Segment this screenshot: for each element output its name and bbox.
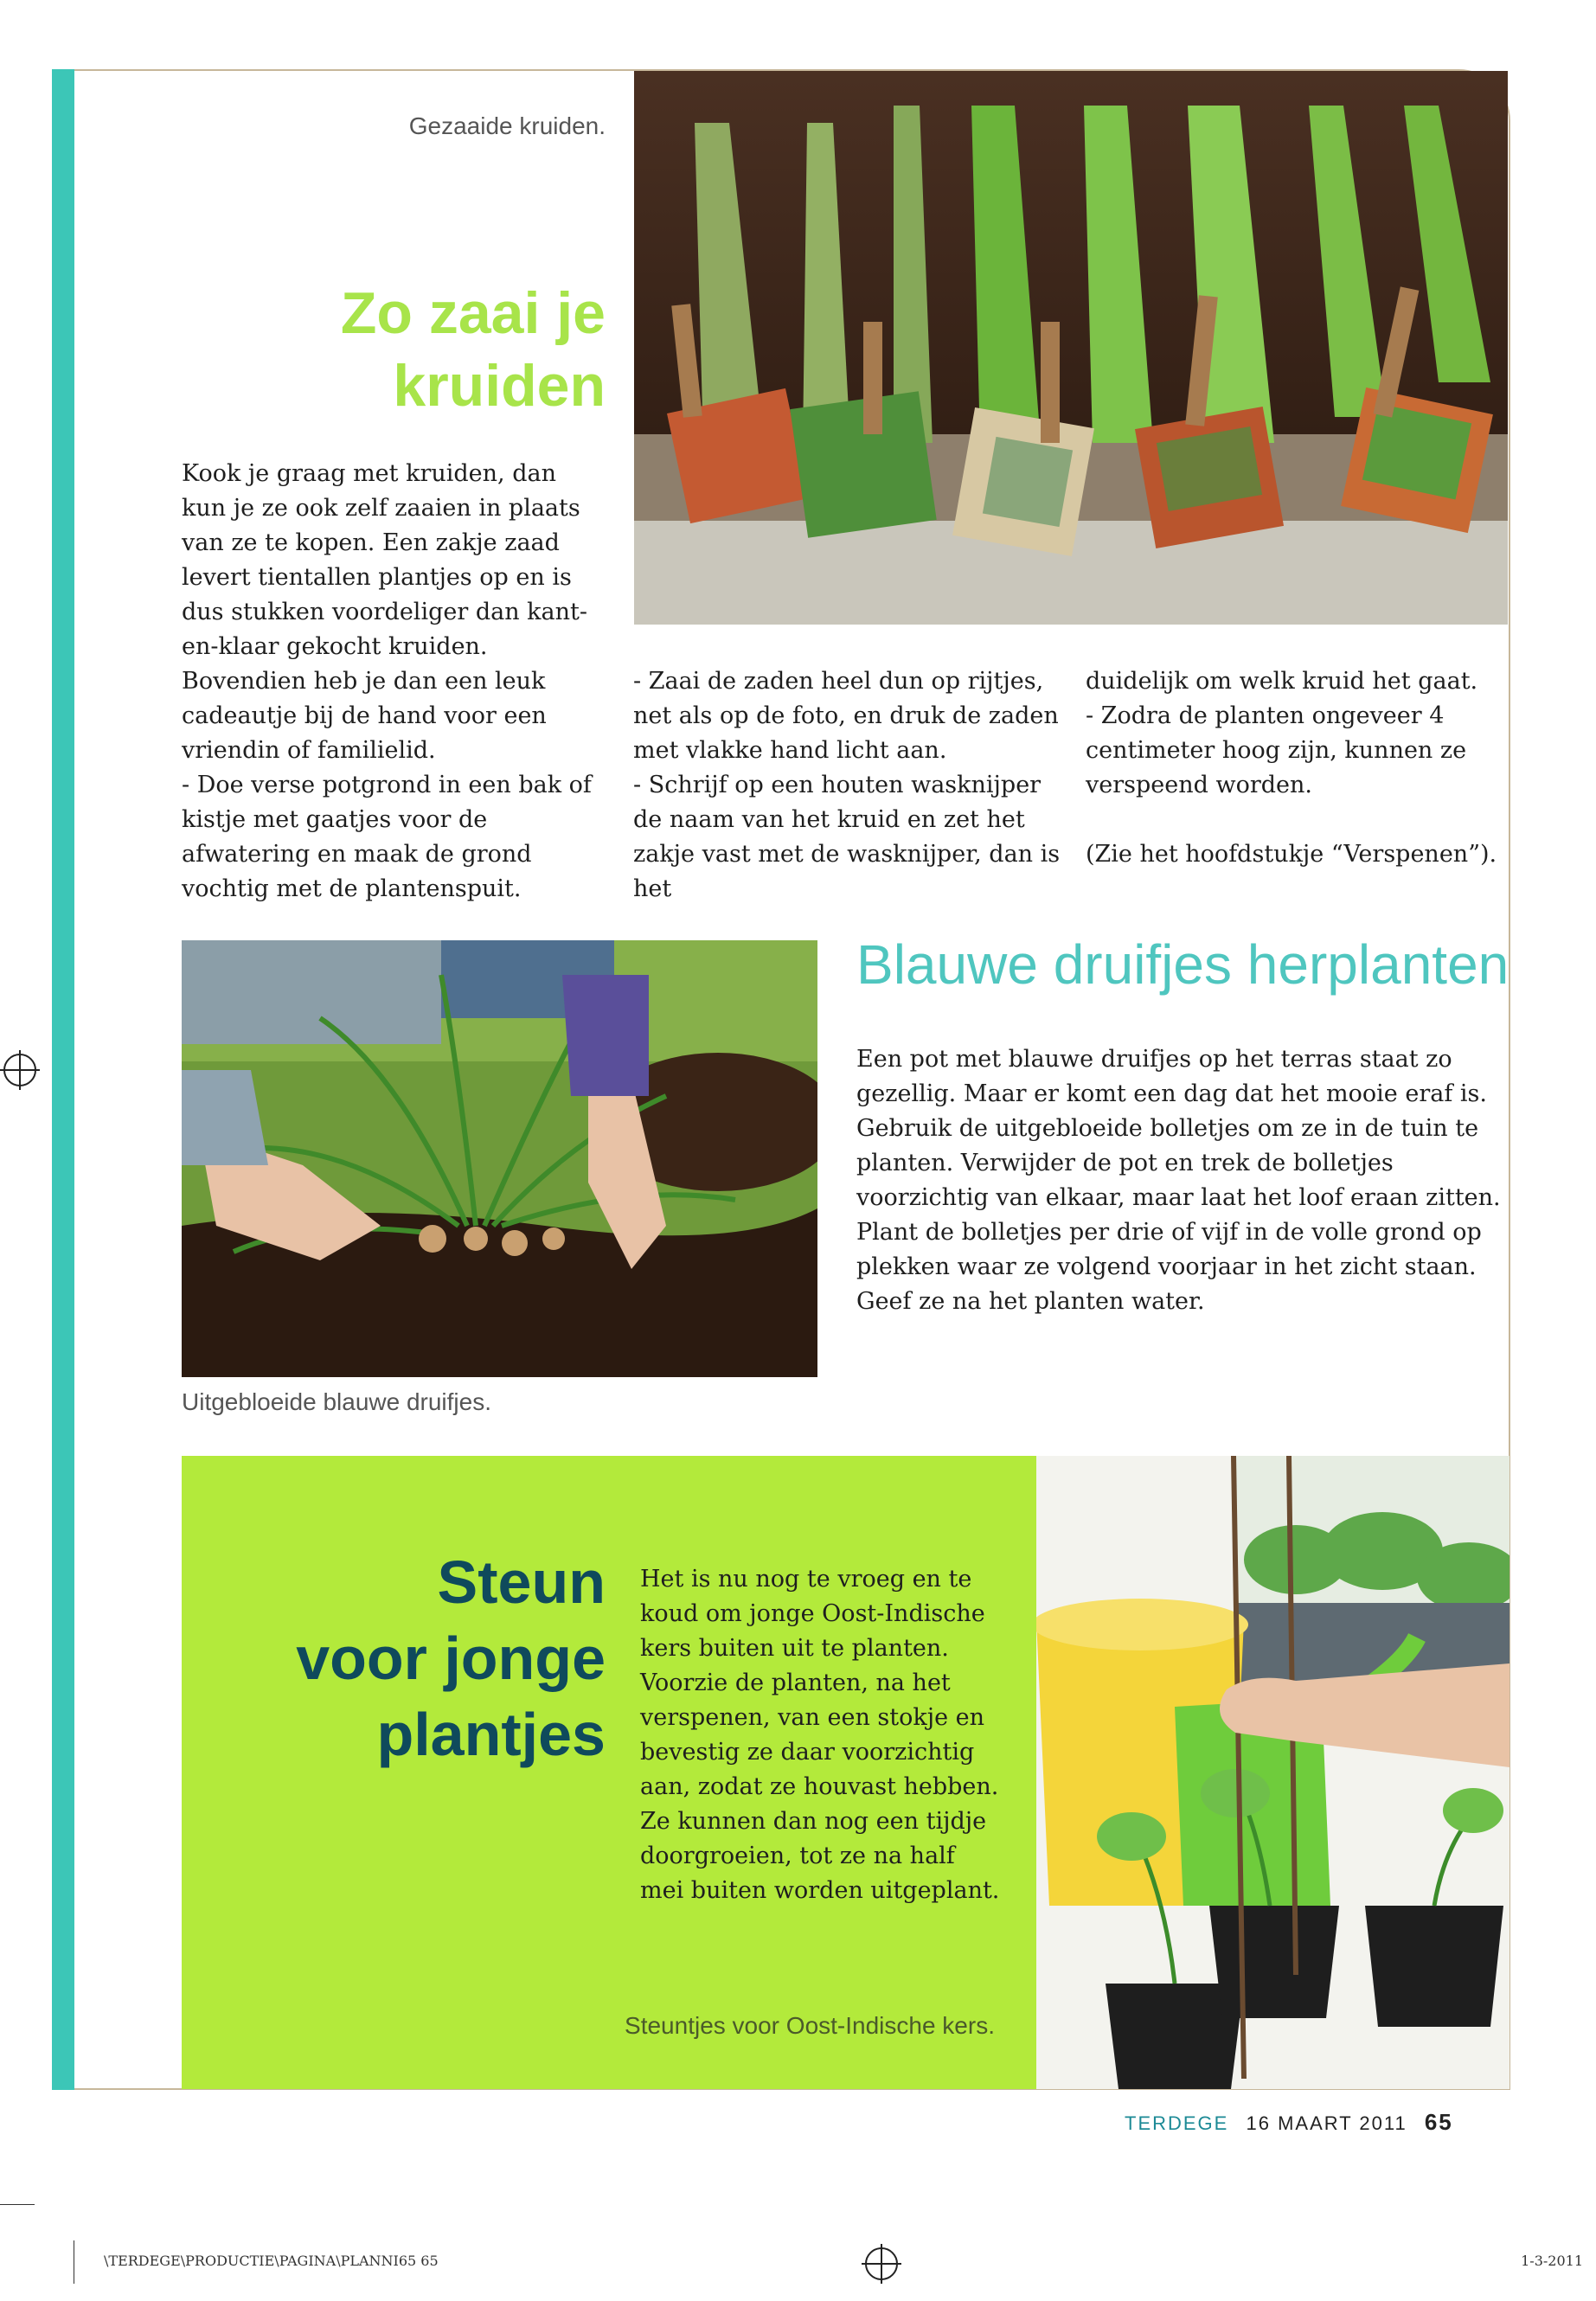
herbs-col2-paragraph: - Schrijf op een houten wasknijper de naam van het kruid en zet het zakje vast met de wasknijper, dan is het: [633, 772, 1061, 902]
herbs-col3-paragraph: (Zie het hoofdstukje “Verspenen”).: [1086, 841, 1497, 868]
grape-hyacinth-heading: Blauwe druifjes herplanten: [856, 933, 1509, 996]
print-slug-date: 1-3-2011: [1521, 2253, 1583, 2269]
herbs-photo-illustration: [634, 71, 1508, 625]
seedling-photo-illustration: [1036, 1456, 1509, 2089]
registration-mark-icon: [865, 2247, 898, 2280]
footer-page-number: 65: [1424, 2109, 1453, 2135]
footer-magazine-name: TERDEGE: [1125, 2112, 1229, 2134]
support-heading: [199, 1544, 606, 1772]
grape-hyacinth-caption: Uitgebloeide blauwe druifjes.: [182, 1388, 491, 1415]
support-heading-line1: Steun: [437, 1548, 606, 1616]
herbs-heading: [216, 277, 606, 422]
herbs-col3-paragraph: duidelijk om welk kruid het gaat.: [1086, 668, 1478, 695]
grape-hyacinth-illustration: [182, 940, 817, 1377]
herbs-heading-line2: kruiden: [393, 353, 606, 419]
grape-hyacinth-photo: [182, 940, 817, 1377]
herbs-seed-tray-photo: [634, 71, 1508, 625]
registration-mark-icon: [3, 1054, 36, 1086]
herbs-col1-paragraph: - Doe verse potgrond in een bak of kistje met gaatjes voor de afwatering en maak de grond vochtig met de plantenspuit.: [182, 772, 592, 902]
footer-date: 16 MAART 2011: [1246, 2112, 1407, 2134]
herbs-heading-line1: Zo zaai je: [340, 280, 606, 346]
print-slug-path: \TERDEGE\PRODUCTIE\PAGINA\PLANNI65 65: [104, 2253, 439, 2269]
herbs-col1-paragraph: Kook je graag met kruiden, dan kun je ze ook zelf zaaien in plaats van ze te kopen. Een zakje zaad levert tientallen plantjes op en is dus stukken voordeliger dan kant-en-klaar gekocht kruiden. Bovendien heb je dan een leuk cadeautje bij de hand voor een vriendin of familielid.: [182, 460, 588, 764]
herbs-column-1: [182, 457, 606, 907]
support-heading-line2: voor jonge: [296, 1625, 606, 1692]
grape-hyacinth-body: Een pot met blauwe druifjes op het terras staat zo gezellig. Maar er komt een dag dat het mooie eraf is. Gebruik de uitgebloeide bolletjes om ze in de tuin te planten. Verwijder de pot en trek de bolletjes voorzichtig van elkaar, maar laat het loof eraan zitten. Plant de bolletjes per drie of vijf in de volle grond op plekken waar ze volgend voorjaar in het zicht staan. Geef ze na het planten water.: [856, 1046, 1501, 1315]
herbs-col2-paragraph: - Zaai de zaden heel dun op rijtjes, net als op de foto, en druk de zaden met vlakke hand licht aan.: [633, 668, 1059, 764]
herbs-column-2: [633, 664, 1061, 907]
herbs-col3-paragraph: - Zodra de planten ongeveer 4 centimeter hoog zijn, kunnen ze verspeend worden.: [1086, 702, 1467, 798]
seedling-support-photo: [1036, 1456, 1509, 2089]
teal-margin-bar: [52, 69, 74, 2090]
support-body: Het is nu nog te vroeg en te koud om jonge Oost-Indische kers buiten uit te planten. Voorzie de planten, na het verspenen, van een stokje en bevestig ze daar voorzichtig aan, zodat ze houvast hebben. Ze kunnen dan nog een tijdje doorgroeien, tot ze na half mei buiten worden uitgeplant.: [640, 1566, 1000, 1904]
page-footer: [1125, 2109, 1596, 2136]
crop-mark: [0, 2204, 35, 2205]
support-caption: Steuntjes voor Oost-Indische kers.: [625, 2012, 995, 2039]
herbs-column-3: [1086, 664, 1508, 872]
support-heading-line3: plantjes: [376, 1701, 606, 1768]
herbs-photo-caption: Gezaaide kruiden.: [408, 112, 606, 139]
